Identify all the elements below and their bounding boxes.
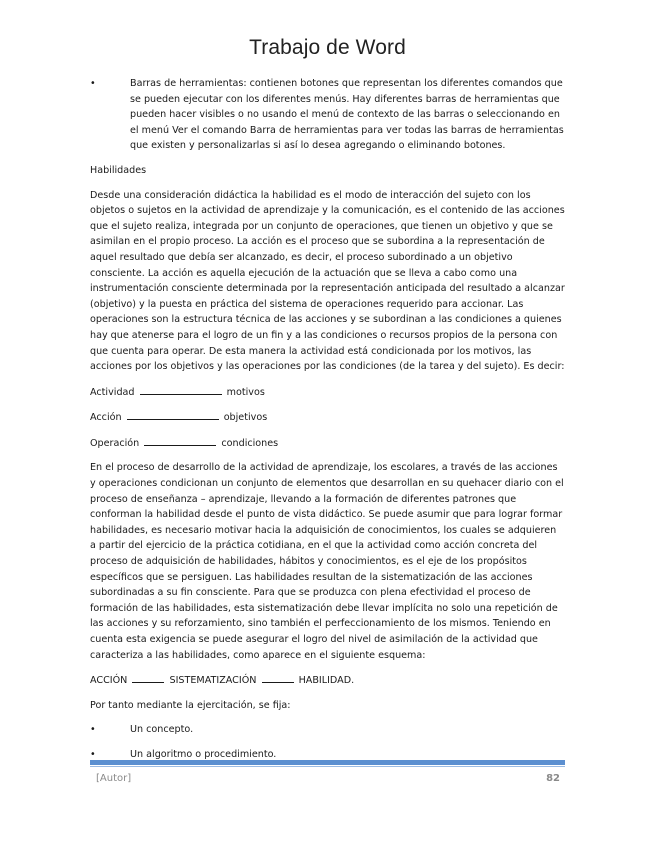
paragraph: Desde una consideración didáctica la habilidad es el modo de interacción del sujeto con los objetos o sujetos en la actividad de aprendizaje y la comunicación, es el contenido de las acciones que el sujeto realiza, integrada por un conjunto de operaciones, que tienen un objetivo y que se asimilan en el propio proceso. La acción es el proceso que se subordina a la representación de aquel resultado que debía ser alcanzado, es decir, el proceso subordinado a un objetivo consciente. La acción es aquella ejecución de la actuación que se lleva a cabo como una instrumentación consciente determinada por la representación anticipada del resultado a alcanzar (objetivo) y la puesta en práctica del sistema de operaciones requerido para accionar. Las operaciones son la estructura técnica de las acciones y se subordinan a las condiciones a quienes hay que atenerse para el logro de un fin y a las condiciones o recursos propios de la persona con que cuenta para operar. De esta manera la actividad está condicionada por los motivos, las acciones por los objetivos y las operaciones por las condiciones (de la tarea y del sujeto). Es decir: xyxy=(90,189,565,373)
bullet-text: Un algoritmo o procedimiento. xyxy=(130,748,277,760)
blank-line xyxy=(144,435,216,446)
pair-left: Operación xyxy=(90,437,140,449)
bullet-marker: • xyxy=(90,724,96,736)
document-title: Trabajo de Word xyxy=(249,36,406,59)
pair-row xyxy=(90,384,565,401)
scheme-action: ACCIÓN xyxy=(90,675,128,687)
pair-row xyxy=(90,409,565,426)
bullet-text: Barras de herramientas: contienen botones que representan los diferentes comandos que se pueden ejecutar con los diferentes menús. Hay diferentes barras de herramientas que pueden hacer visibles o no usando el menú de contexto de las barras o seleccionando en el menú Ver el comando Barra de herramientas para ver todas las barras de herramientas que existen y personalizarlas si así lo desea agregando o eliminando botones. xyxy=(130,78,564,152)
bullet-text: Un concepto. xyxy=(130,724,194,736)
document-body xyxy=(90,76,565,772)
bullet-marker: • xyxy=(90,748,96,760)
blank-line xyxy=(262,672,294,683)
pair-row xyxy=(90,435,565,452)
blank-line xyxy=(127,409,219,420)
scheme-systematization: SISTEMATIZACIÓN xyxy=(169,675,257,687)
scheme-row xyxy=(90,672,565,689)
page-number: 82 xyxy=(546,773,560,784)
footer-rule xyxy=(90,760,565,765)
bullet-toolbars xyxy=(90,76,565,154)
paragraph: En el proceso de desarrollo de la actividad de aprendizaje, los escolares, a través de las acciones y operaciones condicionan un conjunto de elementos que desarrollan en su quehacer diario con el proceso de enseñanza – aprendizaje, llevando a la formación de diferentes patrones que conforman la habilidad desde el punto de vista didáctico. Se puede asumir que para lograr formar habilidades, es necesario motivar hacia la adquisición de conocimientos, los cuales se adquieren a partir del ejercicio de la práctica cotidiana, en el que la actividad como acción concreta del proceso de adquisición de habilidades, hábitos y conocimientos, es el eje de los propósitos específicos que se persiguen. Las habilidades resultan de la sistematización de las acciones subordinadas a su fin consciente. Para que se produzca con plena efectividad el proceso de formación de las habilidades, esta sistematización debe llevar implícita no solo una repetición de las acciones y su reforzamiento, sino también el perfeccionamiento de los mismos. Teniendo en cuenta esta exigencia se puede asegurar el logro del nivel de asimilación de la actividad que caracteriza a las habilidades, como aparece en el siguiente esquema: xyxy=(90,462,564,661)
blank-line xyxy=(132,672,164,683)
paragraph: Por tanto mediante la ejercitación, se fija: xyxy=(90,699,291,711)
pair-right: objetivos xyxy=(223,412,268,424)
bullet-marker: • xyxy=(90,78,96,89)
footer-author: [Autor] xyxy=(96,773,132,784)
pair-left: Actividad xyxy=(90,386,135,398)
pair-right: condiciones xyxy=(221,437,279,449)
scheme-skill: HABILIDAD. xyxy=(298,675,355,687)
pair-left: Acción xyxy=(90,412,122,424)
list-item xyxy=(90,722,565,738)
pair-right: motivos xyxy=(226,386,265,398)
section-heading: Habilidades xyxy=(90,164,147,176)
blank-line xyxy=(140,384,222,395)
